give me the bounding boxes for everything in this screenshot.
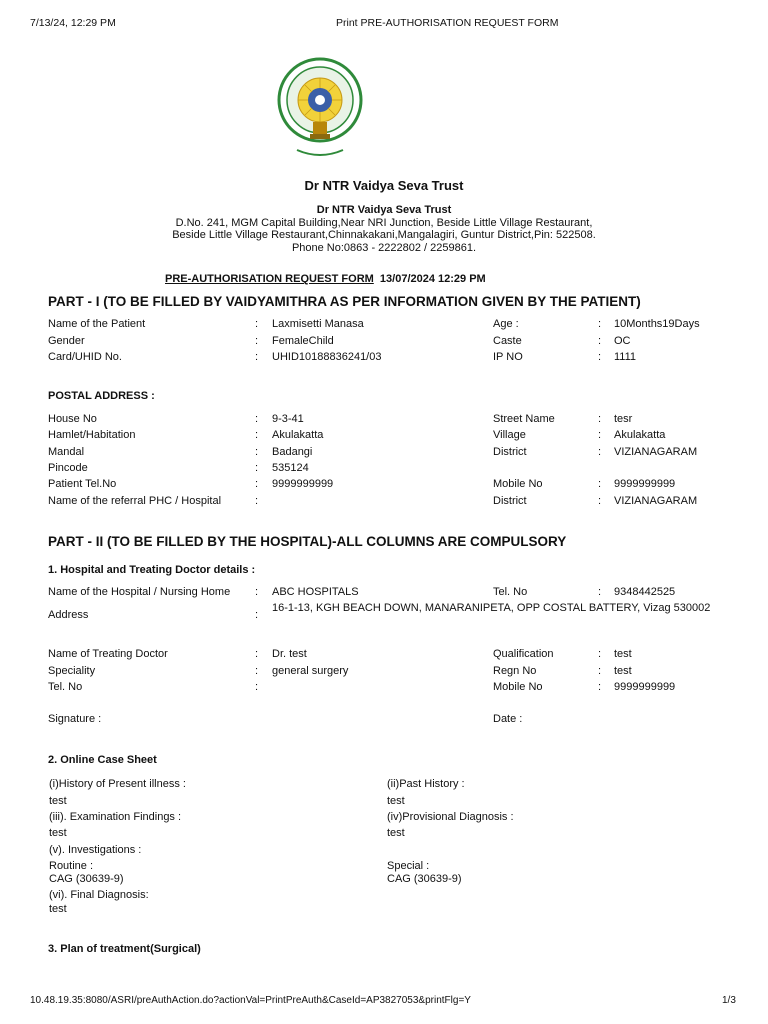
row-value-2: test (614, 665, 632, 677)
postal-row: Hamlet/Habitation : Akulakatta Village : Akulakatta (48, 429, 666, 441)
row-label: House No (48, 413, 97, 425)
seal-emblem-icon (277, 44, 363, 172)
row-label: Speciality (48, 665, 96, 677)
doctor-row: Speciality : general surgery Regn No : test (48, 665, 632, 677)
row-value-2: VIZIANAGARAM (614, 495, 698, 507)
row-label: Pincode (48, 462, 88, 474)
date-label: Date : (493, 713, 523, 725)
postal-row: Patient Tel.No : 9999999999 Mobile No : 9999999999 (48, 478, 676, 490)
row-label-2: District (493, 495, 527, 507)
hospital-address-value: 16-1-13, KGH BEACH DOWN, MANARANIPETA, OPP COSTAL BATTERY, Vizag 530002 (272, 602, 711, 614)
signature-row (0, 713, 768, 729)
row-value-2: VIZIANAGARAM (614, 446, 698, 458)
footer-url: 10.48.19.35:8080/ASRI/preAuthAction.do?actionVal=PrintPreAuth&CaseId=AP3827053&printFlg=Y (30, 995, 471, 1006)
final-diagnosis-label: (vi). Final Diagnosis: (49, 889, 149, 901)
row-label: Tel. No (48, 681, 83, 693)
signature-label: Signature : (48, 713, 102, 725)
hospital-address-label: Address (48, 609, 89, 621)
row-label-2: Regn No (493, 665, 537, 677)
row-label-2: District (493, 446, 527, 458)
provisional-diagnosis-value: test (387, 827, 405, 839)
exam-findings-label: (iii). Examination Findings : (49, 811, 182, 823)
provisional-diagnosis-label: (iv)Provisional Diagnosis : (387, 811, 514, 823)
patient-row: Name of the Patient : Laxmisetti Manasa Age : : 10Months19Days (48, 318, 700, 330)
row-label-2: Qualification (493, 648, 554, 660)
postal-address-heading: POSTAL ADDRESS : (48, 390, 155, 402)
postal-row: Mandal : Badangi District : VIZIANAGARAM (48, 446, 698, 458)
routine-value: CAG (30639-9) (49, 873, 124, 885)
row-value: Dr. test (272, 648, 307, 660)
form-title: PRE-AUTHORISATION REQUEST FORM (165, 273, 374, 285)
postal-row: Name of the referral PHC / Hospital : District : VIZIANAGARAM (48, 495, 698, 507)
form-datetime: 13/07/2024 12:29 PM (379, 273, 486, 285)
part2-heading: PART - II (TO BE FILLED BY THE HOSPITAL)-ALL COLUMNS ARE COMPULSORY (48, 534, 567, 549)
row-value: Badangi (272, 446, 313, 458)
special-value: CAG (30639-9) (387, 873, 462, 885)
history-value: test (49, 795, 67, 807)
postal-row: Pincode : 535124 (48, 462, 309, 474)
row-label: Gender (48, 335, 85, 347)
row-value-2: tesr (614, 413, 633, 425)
row-label-2: Village (493, 429, 526, 441)
row-label-2: IP NO (493, 351, 523, 363)
footer-page-number: 1/3 (722, 995, 736, 1006)
form-title-line (165, 273, 486, 285)
row-label: Card/UHID No. (48, 351, 122, 363)
hospital-tel-value: 9348442525 (614, 586, 676, 598)
doctor-row: Name of Treating Doctor : Dr. test Qualification : test (48, 648, 632, 660)
row-label-2: Street Name (493, 413, 555, 425)
row-value: Laxmisetti Manasa (272, 318, 364, 330)
past-history-value: test (387, 795, 405, 807)
row-label-2: Caste (493, 335, 522, 347)
hospital-tel-label: Tel. No (493, 586, 528, 598)
row-label: Patient Tel.No (48, 478, 117, 490)
org-address-line2: Beside Little Village Restaurant,Chinnakakani,Mangalagiri, Guntur District,Pin: 522508. (172, 229, 596, 241)
section-plan-heading: 3. Plan of treatment(Surgical) (48, 943, 201, 955)
row-label: Hamlet/Habitation (48, 429, 136, 441)
section-hospital-heading: 1. Hospital and Treating Doctor details : (48, 564, 256, 576)
row-value: UHID10188836241/03 (272, 351, 382, 363)
row-value-2: Akulakatta (614, 429, 666, 441)
row-value: 9999999999 (272, 478, 334, 490)
print-page-title: Print PRE-AUTHORISATION REQUEST FORM (336, 17, 559, 29)
org-phone: Phone No:0863 - 2222802 / 2259861. (291, 241, 477, 254)
print-datetime: 7/13/24, 12:29 PM (30, 17, 116, 29)
patient-row: Card/UHID No. : UHID10188836241/03 IP NO : 1111 (48, 351, 637, 363)
row-label-2: Age : (493, 318, 519, 330)
past-history-label: (ii)Past History : (387, 778, 465, 790)
doctor-row: Tel. No : Mobile No : 9999999999 (48, 681, 676, 693)
row-label-2: Mobile No (493, 478, 543, 490)
row-value: 9-3-41 (272, 413, 304, 425)
row-value-2: OC (614, 335, 631, 347)
part1-heading: PART - I (TO BE FILLED BY VAIDYAMITHRA AS PER INFORMATION GIVEN BY THE PATIENT) (48, 294, 641, 309)
patient-row: Gender : FemaleChild Caste : OC (48, 335, 631, 347)
row-value-2: 10Months19Days (614, 318, 700, 330)
row-label: Name of the Patient (48, 318, 146, 330)
org-address-block (0, 204, 768, 254)
history-label: (i)History of Present illness : (49, 778, 186, 790)
row-label: Name of Treating Doctor (48, 648, 168, 660)
row-value-2: 9999999999 (614, 478, 676, 490)
org-address-line1: D.No. 241, MGM Capital Building,Near NRI Junction, Beside Little Village Restaurant, (175, 216, 593, 229)
exam-findings-value: test (49, 827, 67, 839)
row-value: Akulakatta (272, 429, 324, 441)
row-label: Name of the referral PHC / Hospital (48, 495, 222, 507)
routine-label: Routine : (49, 860, 94, 872)
org-title: Dr NTR Vaidya Seva Trust (304, 178, 464, 193)
postal-row: House No : 9-3-41 Street Name : tesr (48, 413, 633, 425)
hospital-row: Name of the Hospital / Nursing Home : ABC HOSPITALS Tel. No : 9348442525 (48, 586, 676, 598)
row-value: general surgery (272, 665, 349, 677)
org-name: Dr NTR Vaidya Seva Trust (316, 204, 452, 216)
hospital-name-value: ABC HOSPITALS (272, 586, 359, 598)
special-label: Special : (387, 860, 430, 872)
investigations-label: (v). Investigations : (49, 844, 142, 856)
section-case-sheet-heading: 2. Online Case Sheet (48, 754, 157, 766)
final-diagnosis-value: test (49, 903, 67, 915)
row-value-2: 9999999999 (614, 681, 676, 693)
row-label-2: Mobile No (493, 681, 543, 693)
hospital-address-row: Address : (48, 609, 259, 621)
row-value-2: test (614, 648, 632, 660)
row-value: FemaleChild (272, 335, 334, 347)
hospital-name-label: Name of the Hospital / Nursing Home (48, 586, 231, 598)
row-value-2: 1111 (614, 351, 637, 363)
row-label: Mandal (48, 446, 85, 458)
row-value: 535124 (272, 462, 309, 474)
